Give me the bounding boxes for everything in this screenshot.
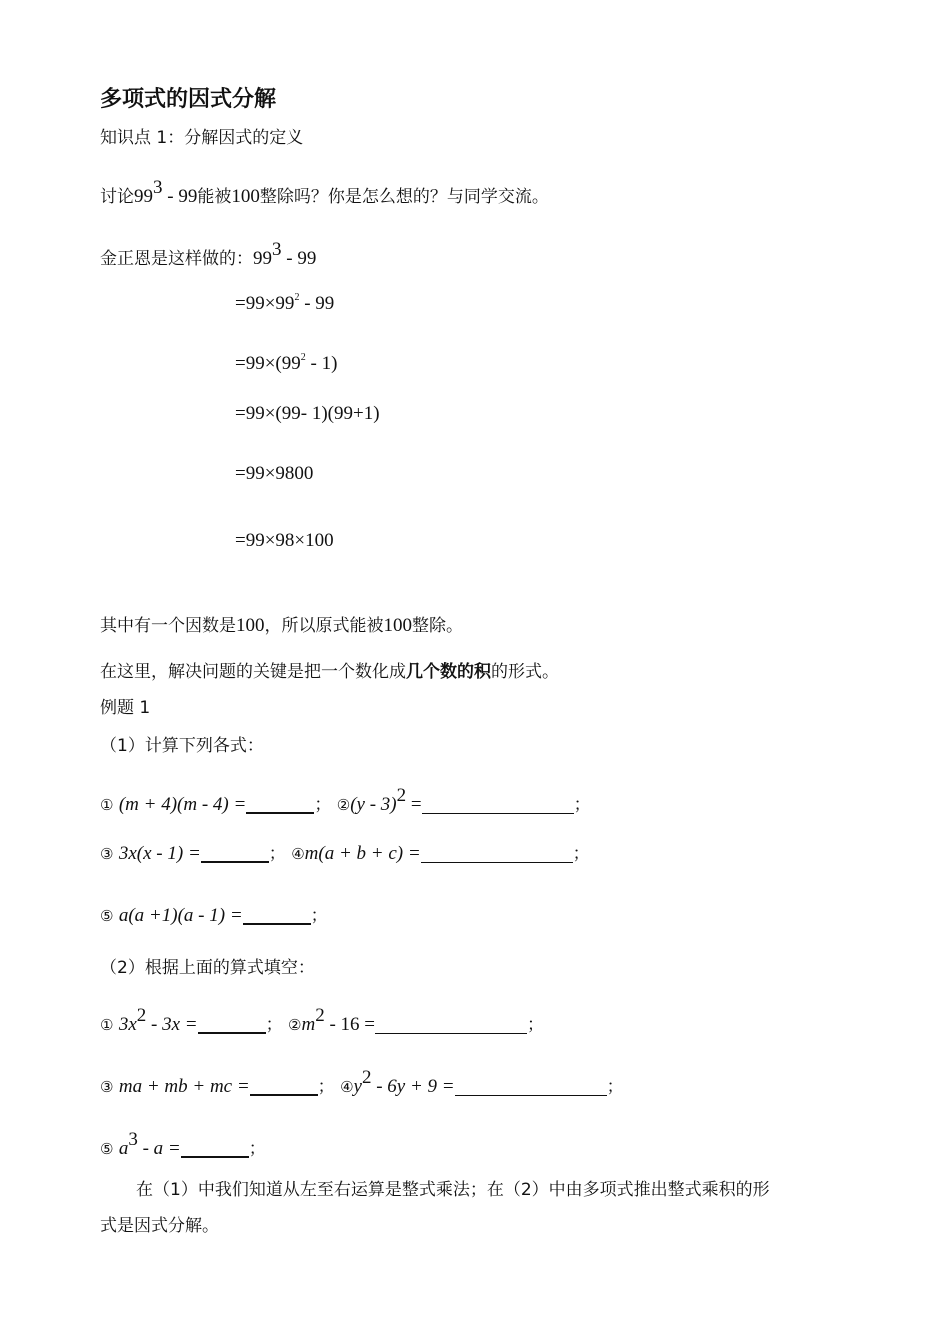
- part1-heading: （1）计算下列各式：: [100, 736, 264, 756]
- answer-blank[interactable]: [201, 843, 269, 863]
- answer-blank[interactable]: [243, 905, 311, 925]
- answer-blank[interactable]: [198, 1014, 266, 1034]
- exercise-row: ⑤ a(a +1)(a - 1) = ；: [100, 905, 328, 926]
- answer-blank[interactable]: [181, 1138, 249, 1158]
- summary-cont: 式是因式分解。: [100, 1216, 219, 1236]
- part2-heading: （2）根据上面的算式填空：: [100, 958, 315, 978]
- step: =99×9800: [235, 463, 314, 484]
- answer-blank[interactable]: [375, 1015, 527, 1034]
- step: =99×(99- 1)(99+1): [235, 403, 380, 424]
- knowledge-point: 知识点 1：分解因式的定义: [100, 128, 304, 148]
- answer-blank[interactable]: [246, 794, 314, 814]
- exercise-row: ③ ma + mb + mc = ； $④y^2 - 6y + 9$ = ；: [100, 1067, 624, 1097]
- conclusion: 其中有一个因数是100，所以原式能被100整除。: [100, 615, 463, 636]
- solution-intro: 金正恩是这样做的：$99^3 - 99$: [100, 239, 317, 269]
- discussion: 讨论$99^3 - 99$能被100整除吗？你是怎么想的？与同学交流。: [100, 177, 549, 207]
- key-point: 在这里，解决问题的关键是把一个数化成几个数的积的形式。: [100, 662, 559, 682]
- exercise-row: ⑤ $a^3$ - a = ；: [100, 1129, 266, 1159]
- step: $=99\times(99^2 - 1)$: [235, 352, 338, 374]
- exercise-row: ③ 3x(x - 1) = ； ④m(a + b + c) = ；: [100, 843, 590, 864]
- page-title: 多项式的因式分解: [100, 87, 277, 112]
- exercise-row: ① (m + 4)(m - 4) = ； ②(y - 3)$^2$ = ；: [100, 785, 591, 815]
- summary: 在（1）中我们知道从左至右运算是整式乘法；在（2）中由多项式推出整式乘积的形: [136, 1180, 770, 1200]
- answer-blank[interactable]: [250, 1076, 318, 1096]
- step: $=99\times 99^2 - 99$: [235, 292, 335, 314]
- exercise-row: ① $3x^2 - 3x$ = ； $②m^2 - 16$ = ；: [100, 1005, 545, 1035]
- example-label: 例题 1: [100, 698, 151, 718]
- answer-blank[interactable]: [455, 1077, 607, 1096]
- answer-blank[interactable]: [421, 844, 573, 863]
- answer-blank[interactable]: [422, 795, 574, 814]
- step: =99×98×100: [235, 530, 334, 551]
